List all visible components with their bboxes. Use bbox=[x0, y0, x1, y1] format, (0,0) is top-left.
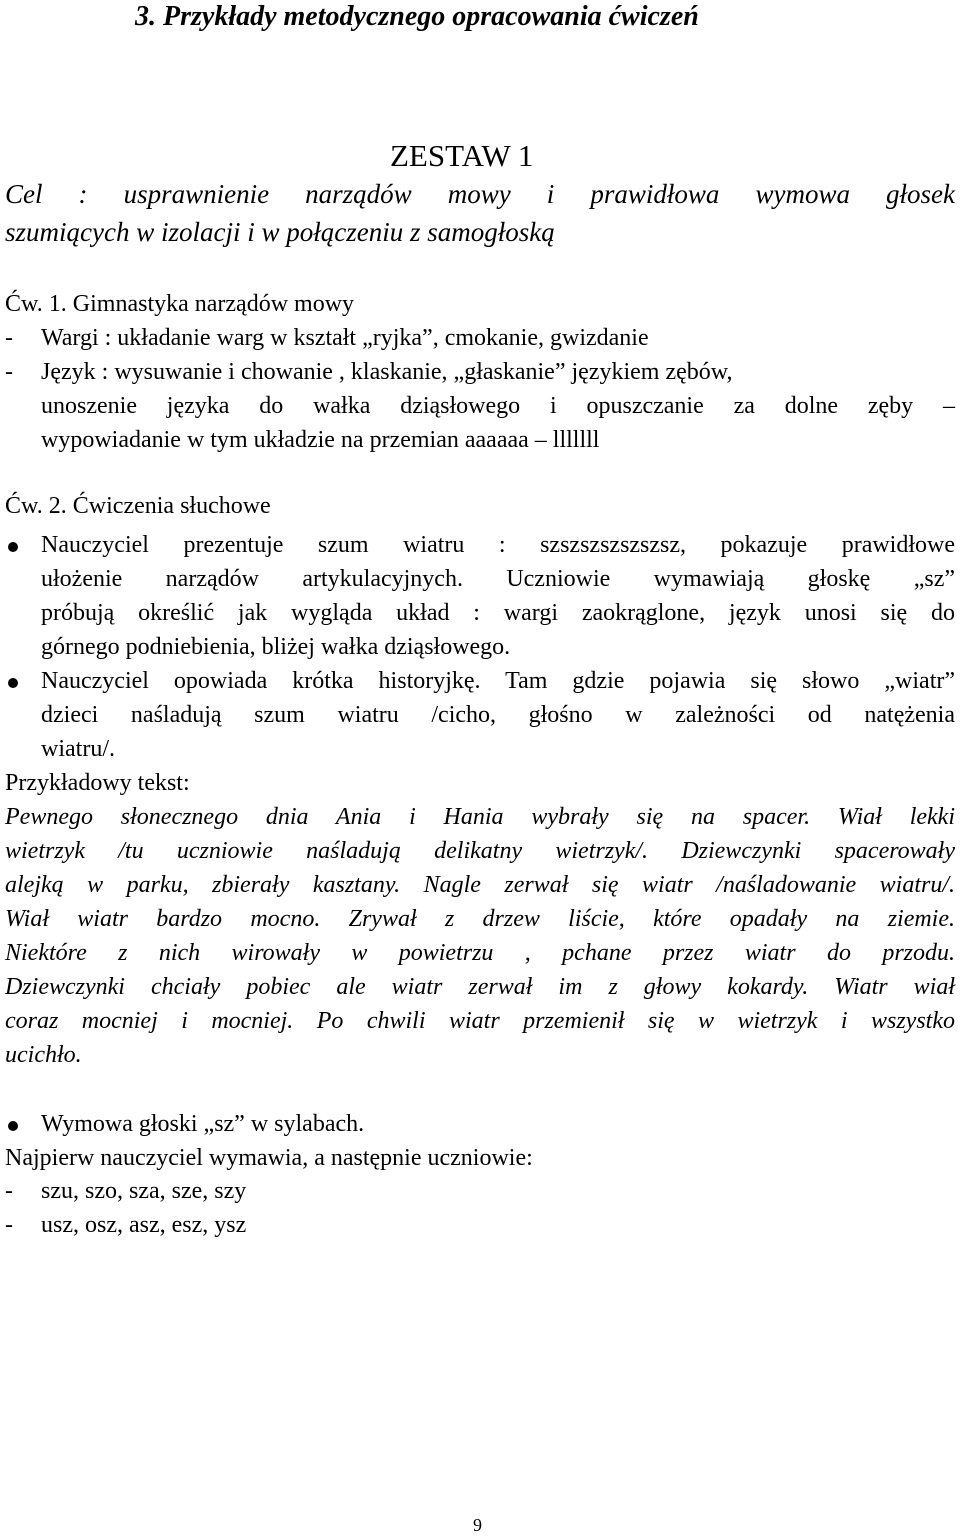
set-title: ZESTAW 1 bbox=[390, 138, 534, 173]
story-line-3: alejką w parku, zbierały kasztany. Nagle zerwał się wiatr /naśladowanie wiatru/. bbox=[5, 872, 955, 898]
story-line-8: ucichło. bbox=[5, 1042, 82, 1068]
bullet-icon bbox=[8, 1121, 18, 1131]
exercise-1-heading: Ćw. 1. Gimnastyka narządów mowy bbox=[5, 291, 355, 317]
item-text: Język : wysuwanie i chowanie , klaskanie, „głaskanie” językiem zębów, bbox=[41, 359, 733, 385]
bullet-1-line-4: górnego podniebienia, bliżej wałka dziąsłowego. bbox=[41, 634, 511, 660]
bullet-3-text: Wymowa głoski „sz” w sylabach. bbox=[41, 1111, 365, 1137]
page-number: 9 bbox=[473, 1515, 482, 1535]
bullet-1-line-3: próbują określić jak wygląda układ : wargi zaokrąglone, język unosi się do bbox=[41, 600, 955, 626]
syllables-text: usz, osz, asz, esz, ysz bbox=[41, 1212, 247, 1238]
story-line-4: Wiał wiatr bardzo mocno. Zrywał z drzew liście, które opadały na ziemie. bbox=[5, 906, 955, 932]
bullet-1-line-2: ułożenie narządów artykulacyjnych. Uczniowie wymawiają głoskę „sz” bbox=[41, 566, 955, 592]
bullet-icon bbox=[8, 542, 18, 552]
section-title: 3. Przykłady metodycznego opracowania ćwiczeń bbox=[135, 1, 699, 32]
story-line-1: Pewnego słonecznego dnia Ania i Hania wybrały się na spacer. Wiał lekki bbox=[5, 804, 955, 830]
sample-text-label: Przykładowy tekst: bbox=[5, 770, 190, 796]
bullet-2-line-3: wiatru/. bbox=[41, 736, 115, 762]
exercise-1-continuation-1: unoszenie języka do wałka dziąsłowego i opuszczanie za dolne zęby – bbox=[41, 393, 955, 419]
instruction-text: Najpierw nauczyciel wymawia, a następnie uczniowie: bbox=[5, 1145, 533, 1171]
exercise-2-heading: Ćw. 2. Ćwiczenia słuchowe bbox=[5, 493, 271, 519]
exercise-1-item-tongue bbox=[5, 356, 955, 388]
syllables-row-1 bbox=[5, 1175, 246, 1207]
syllables-text: szu, szo, sza, sze, szy bbox=[41, 1178, 247, 1204]
bullet-1-line-1: Nauczyciel prezentuje szum wiatru : szszszszszszsz, pokazuje prawidłowe bbox=[41, 532, 955, 558]
goal-line-2: szumiących w izolacji i w połączeniu z samogłoską bbox=[5, 217, 555, 247]
goal-line-1: Cel : usprawnienie narządów mowy i prawidłowa wymowa głosek bbox=[5, 179, 955, 209]
story-line-5: Niektóre z nich wirowały w powietrzu , pchane przez wiatr do przodu. bbox=[5, 940, 955, 966]
dash-marker: - bbox=[5, 1212, 13, 1238]
story-line-2: wietrzyk /tu uczniowie naśladują delikatny wietrzyk/. Dziewczynki spacerowały bbox=[5, 838, 955, 864]
story-line-6: Dziewczynki chciały pobiec ale wiatr zerwał im z głowy kokardy. Wiatr wiał bbox=[5, 974, 955, 1000]
syllables-row-2 bbox=[5, 1209, 246, 1241]
story-line-7: coraz mocniej i mocniej. Po chwili wiatr przemienił się w wietrzyk i wszystko bbox=[5, 1008, 955, 1034]
bullet-2-line-1: Nauczyciel opowiada krótka historyjkę. Tam gdzie pojawia się słowo „wiatr” bbox=[41, 668, 955, 694]
dash-marker: - bbox=[5, 1178, 13, 1204]
exercise-1-item-lips bbox=[5, 322, 649, 354]
dash-marker: - bbox=[5, 325, 13, 351]
dash-marker: - bbox=[5, 359, 13, 385]
bullet-icon bbox=[8, 678, 18, 688]
item-text: Wargi : układanie warg w kształt „ryjka”, cmokanie, gwizdanie bbox=[41, 325, 649, 351]
bullet-2-line-2: dzieci naśladują szum wiatru /cicho, głośno w zależności od natężenia bbox=[41, 702, 955, 728]
exercise-1-continuation-2: wypowiadanie w tym układzie na przemian aaaaaa – lllllll bbox=[41, 427, 600, 453]
